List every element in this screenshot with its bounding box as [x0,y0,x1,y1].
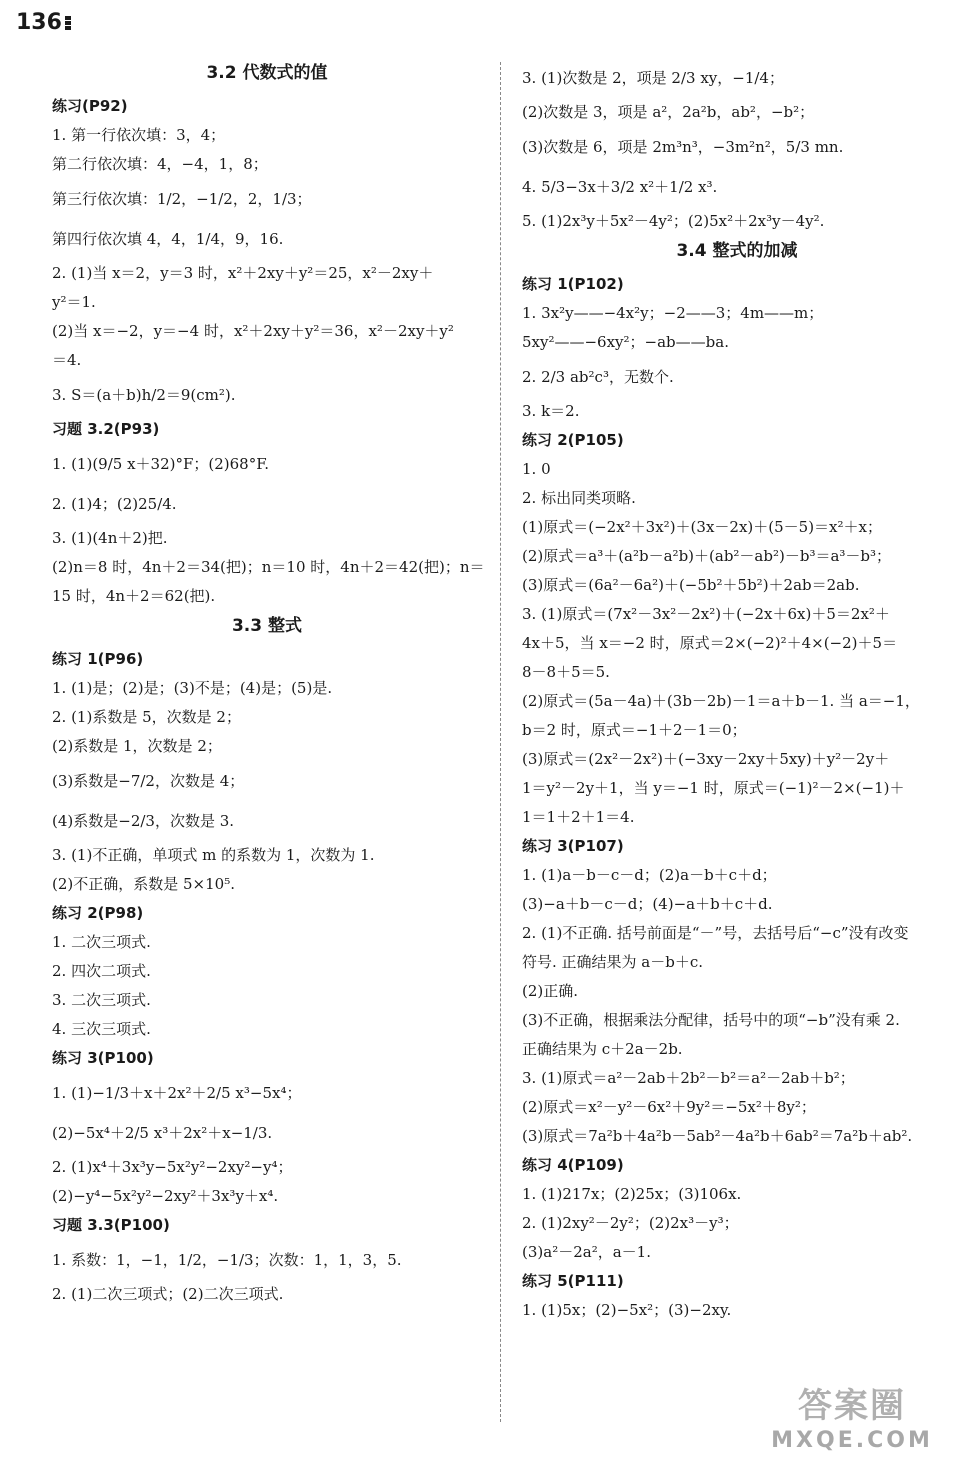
answer-line: 3. S＝(a＋b)h/2＝9(cm²). [52,386,236,404]
page-number-text: 136 [16,10,62,35]
exercise-heading: 练习 3(P107) [522,837,624,855]
answer-line: 3. (1)(4n＋2)把. [52,529,168,547]
answer-line: 2. (1)不正确. 括号前面是“－”号，去括号后“−c”没有改变 [522,924,909,942]
answer-line: 1. 0 [522,460,551,478]
page-number-mark-icon [65,16,71,30]
exercise-heading: 习题 3.3(P100) [52,1216,170,1234]
answer-line: (2)正确. [522,982,579,1000]
answer-line: b＝2 时，原式＝−1＋2－1＝0； [522,721,747,739]
answer-line: 第二行依次填：4，−4，1，8； [52,155,268,173]
answer-line: 3. (1)次数是 2，项是 2/3 xy，−1/4； [522,69,784,87]
answer-line: 2. (1)当 x＝2，y＝3 时，x²＋2xy＋y²＝25，x²－2xy＋ [52,264,434,282]
answer-line: 第四行依次填 4，4，1/4，9，16. [52,230,284,248]
answer-line: (2)原式＝a³＋(a²b－a²b)＋(ab²－ab²)－b³＝a³－b³； [522,547,892,565]
answer-line: (3)次数是 6，项是 2m³n³，−3m²n²，5/3 mn. [522,138,844,156]
answer-line: (2)当 x＝−2，y＝−4 时，x²＋2xy＋y²＝36，x²－2xy＋y² [52,322,454,340]
watermark-site: MXQE.COM [771,1428,933,1453]
exercise-heading: 练习 2(P105) [522,431,624,449]
exercise-heading: 练习 1(P102) [522,275,624,293]
answer-line: 1. 二次三项式. [52,933,151,951]
answer-line: 4x＋5，当 x＝−2 时，原式＝2×(−2)²＋4×(−2)＋5＝ [522,634,898,652]
exercise-heading: 练习 2(P98) [52,904,144,922]
answer-line: (2)次数是 3，项是 a²，2a²b，ab²，−b²； [522,103,815,121]
left-column [52,58,485,1309]
answer-line: 1. (1)5x；(2)−5x²；(3)−2xy. [522,1301,732,1319]
answer-line: ＝4. [52,351,82,369]
answer-line: 3. k＝2. [522,402,580,420]
exercise-heading: 练习 3(P100) [52,1049,154,1067]
answer-line: 1. (1)(9/5 x＋32)°F；(2)68°F. [52,455,270,473]
answer-line: (3)原式＝(6a²－6a²)＋(−5b²＋5b²)＋2ab＝2ab. [522,576,860,594]
answer-line: 3. (1)原式＝(7x²－3x²－2x²)＋(−2x＋6x)＋5＝2x²＋ [522,605,890,623]
answer-line: 15 时，4n＋2＝62(把). [52,587,216,605]
exercise-heading: 练习 5(P111) [522,1272,624,1290]
answer-line: 1. (1)是；(2)是；(3)不是；(4)是；(5)是. [52,679,333,697]
watermark [752,1384,952,1464]
answer-line: (2)−5x⁴＋2/5 x³＋2x²＋x−1/3. [52,1124,273,1142]
answer-line: 2. 2/3 ab²c³，无数个. [522,368,674,386]
answer-line: (3)原式＝7a²b＋4a²b－5ab²－4a²b＋6ab²＝7a²b＋ab². [522,1127,913,1145]
answer-line: 5xy²——−6xy²；−ab——ba. [522,333,729,351]
answer-line: (2)原式＝(5a－4a)＋(3b－2b)－1＝a＋b－1. 当 a＝−1， [522,692,920,710]
exercise-heading: 练习 1(P96) [52,650,144,668]
answer-line: 4. 三次三项式. [52,1020,151,1038]
answer-line: 正确结果为 c＋2a－2b. [522,1040,683,1058]
answer-line: (2)系数是 1，次数是 2； [52,737,222,755]
answer-line: 5. (1)2x³y＋5x²－4y²；(2)5x²＋2x³y－4y². [522,212,825,230]
exercise-heading: 练习 4(P109) [522,1156,624,1174]
section-title: 3.3 整式 [231,616,303,636]
answer-line: 2. (1)二次三项式；(2)二次三项式. [52,1285,284,1303]
right-column [522,58,952,1325]
section-title: 3.2 代数式的值 [206,63,328,83]
answer-line: (3)a²－2a²，a－1. [522,1243,651,1261]
answer-line: (2)不正确，系数是 5×10⁵. [52,875,235,893]
answer-line: 8－8＋5＝5. [522,663,610,681]
page-number [16,10,71,35]
answer-line: 1. (1)a－b－c－d；(2)a－b＋c＋d； [522,866,777,884]
exercise-heading: 习题 3.2(P93) [52,420,160,438]
exercise-heading: 练习(P92) [52,97,128,115]
answer-line: 符号. 正确结果为 a－b＋c. [522,953,704,971]
answer-line: 2. (1)x⁴＋3x³y−5x²y²−2xy²−y⁴； [52,1158,293,1176]
answer-line: 2. 四次二项式. [52,962,151,980]
answer-line: 第三行依次填：1/2，−1/2，2，1/3； [52,190,312,208]
answer-line: 1. 3x²y——−4x²y；−2——3；4m——m； [522,304,824,322]
answer-line: 2. (1)2xy²－2y²；(2)2x³－y³； [522,1214,739,1232]
answer-line: 1. (1)217x；(2)25x；(3)106x. [522,1185,742,1203]
answer-line: 3. (1)不正确，单项式 m 的系数为 1，次数为 1. [52,846,375,864]
answer-line: (3)−a＋b－c－d；(4)−a＋b＋c＋d. [522,895,773,913]
answer-line: (2)n＝8 时，4n＋2＝34(把)；n＝10 时，4n＋2＝42(把)；n＝ [52,558,485,576]
answer-line: (4)系数是−2/3，次数是 3. [52,812,235,830]
answer-line: (2)−y⁴−5x²y²−2xy²＋3x³y＋x⁴. [52,1187,279,1205]
answer-line: (3)原式＝(2x²－2x²)＋(−3xy－2xy＋5xy)＋y²－2y＋ [522,750,890,768]
answer-line: (2)原式＝x²－y²－6x²＋9y²＝−5x²＋8y²； [522,1098,816,1116]
column-divider [500,62,501,1422]
watermark-badge: 答案圈 [798,1386,906,1426]
answer-line: (3)不正确，根据乘法分配律，括号中的项“−b”没有乘 2. [522,1011,900,1029]
answer-line: 1＝y²－2y＋1，当 y＝−1 时，原式＝(−1)²－2×(−1)＋ [522,779,905,797]
section-title: 3.4 整式的加减 [676,241,798,261]
answer-line: 1. 系数：1，−1，1/2，−1/3；次数：1，1，3，5. [52,1251,402,1269]
answer-line: 1. 第一行依次填：3，4； [52,126,226,144]
answer-line: 2. (1)4；(2)25/4. [52,495,177,513]
answer-line: 1. (1)−1/3＋x＋2x²＋2/5 x³−5x⁴； [52,1084,302,1102]
answer-line: (1)原式＝(−2x²＋3x²)＋(3x－2x)＋(5－5)＝x²＋x； [522,518,882,536]
answer-line: 1＝1＋2＋1＝4. [522,808,635,826]
answer-line: 2. 标出同类项略. [522,489,636,507]
answer-line: 4. 5/3−3x＋3/2 x²＋1/2 x³. [522,178,718,196]
answer-line: (3)系数是−7/2，次数是 4； [52,772,245,790]
answer-line: 3. (1)原式＝a²－2ab＋2b²－b²＝a²－2ab＋b²； [522,1069,855,1087]
answer-line: y²＝1. [52,293,96,311]
answer-line: 2. (1)系数是 5，次数是 2； [52,708,241,726]
answer-line: 3. 二次三项式. [52,991,151,1009]
